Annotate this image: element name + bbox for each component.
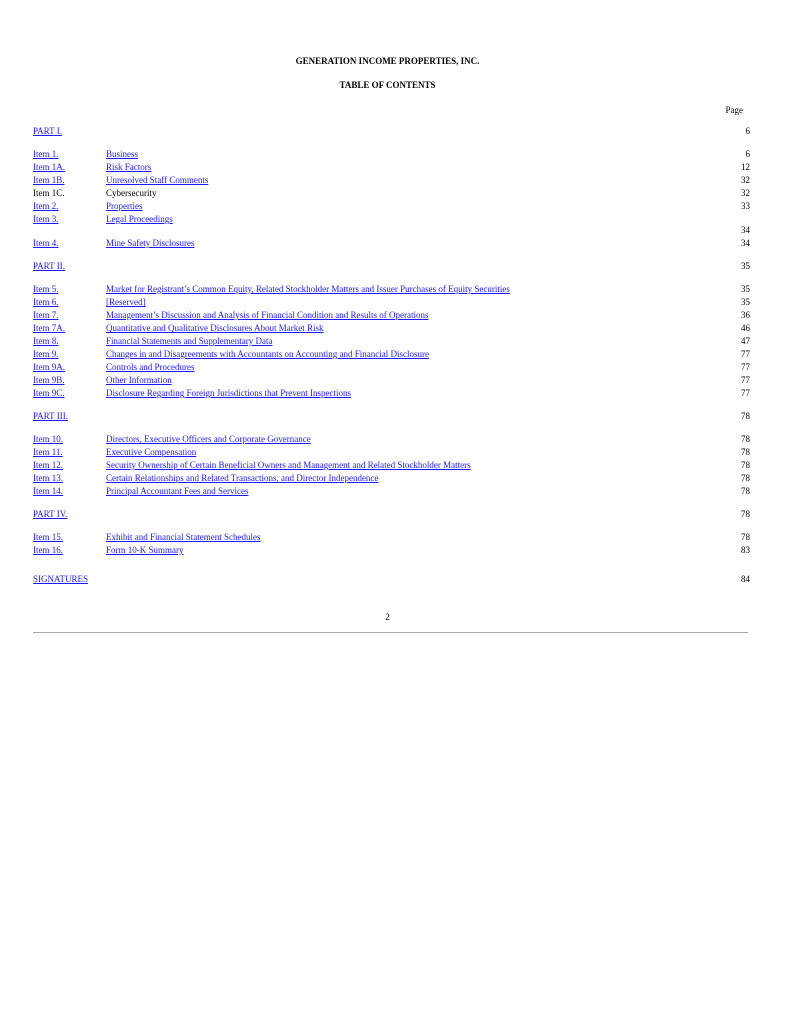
- page-number: 78: [741, 486, 750, 496]
- part-row: [33, 126, 750, 137]
- item-15-link[interactable]: Item 15.: [33, 532, 63, 542]
- page-number: 78: [741, 434, 750, 444]
- toc-row: [33, 362, 750, 373]
- part-row: [33, 411, 750, 422]
- item-1c-label: Item 1C.: [33, 188, 65, 198]
- item-3-link[interactable]: Item 3.: [33, 214, 59, 224]
- financial-statements-link[interactable]: Financial Statements and Supplementary Data: [106, 336, 273, 346]
- toc-row: [33, 486, 750, 497]
- page-column-header: Page: [725, 105, 743, 115]
- cybersecurity-label: Cybersecurity: [106, 188, 157, 198]
- page-number: 84: [741, 574, 750, 584]
- toc-row: [33, 460, 750, 471]
- page-number: 78: [741, 447, 750, 457]
- item-1a-link[interactable]: Item 1A.: [33, 162, 65, 172]
- toc-row: [33, 284, 750, 295]
- page-number: 78: [741, 509, 750, 519]
- page-number: 6: [745, 149, 750, 159]
- page-number: 6: [745, 126, 750, 136]
- toc-row: [33, 545, 750, 556]
- page-number: 83: [741, 545, 750, 555]
- properties-link[interactable]: Properties: [106, 201, 143, 211]
- controls-procedures-link[interactable]: Controls and Procedures: [106, 362, 195, 372]
- page-number: 77: [741, 375, 750, 385]
- market-for-equity-link[interactable]: Market for Registrant’s Common Equity, Related Stockholder Matters and Issuer Purchases of Equity Securities: [106, 284, 510, 294]
- page-number: 35: [741, 261, 750, 271]
- toc-row: [33, 188, 750, 199]
- legal-proceedings-link[interactable]: Legal Proceedings: [106, 214, 173, 224]
- item-1-link[interactable]: Item 1.: [33, 149, 59, 159]
- page-number: 35: [741, 284, 750, 294]
- toc-title: TABLE OF CONTENTS: [339, 80, 436, 90]
- part-iv-link[interactable]: PART IV.: [33, 509, 68, 519]
- part-iii-link[interactable]: PART III.: [33, 411, 68, 421]
- toc-row: [33, 214, 750, 225]
- mdna-link[interactable]: Management’s Discussion and Analysis of Financial Condition and Results of Operations: [106, 310, 429, 320]
- toc-row: [33, 323, 750, 334]
- toc-row: [33, 532, 750, 543]
- item-14-link[interactable]: Item 14.: [33, 486, 63, 496]
- reserved-link[interactable]: [Reserved]: [106, 297, 146, 307]
- foreign-jurisdictions-link[interactable]: Disclosure Regarding Foreign Jurisdictions that Prevent Inspections: [106, 388, 351, 398]
- item-13-link[interactable]: Item 13.: [33, 473, 63, 483]
- changes-disagreements-link[interactable]: Changes in and Disagreements with Accountants on Accounting and Financial Disclosure: [106, 349, 429, 359]
- item-12-link[interactable]: Item 12.: [33, 460, 63, 470]
- item-9-link[interactable]: Item 9.: [33, 349, 59, 359]
- page-number: 77: [741, 349, 750, 359]
- item-9c-link[interactable]: Item 9C.: [33, 388, 65, 398]
- toc-row: [33, 175, 750, 186]
- item-6-link[interactable]: Item 6.: [33, 297, 59, 307]
- page-number: 78: [741, 411, 750, 421]
- signatures-row: [33, 574, 750, 585]
- page-number: 47: [741, 336, 750, 346]
- item-9b-link[interactable]: Item 9B.: [33, 375, 65, 385]
- business-link[interactable]: Business: [106, 149, 139, 159]
- page-number: 12: [741, 162, 750, 172]
- security-ownership-link[interactable]: Security Ownership of Certain Beneficial Owners and Management and Related Stockholder Matters: [106, 460, 471, 470]
- page-number: 34: [741, 238, 750, 248]
- executive-compensation-link[interactable]: Executive Compensation: [106, 447, 197, 457]
- page-number: 35: [741, 297, 750, 307]
- toc-row: [33, 149, 750, 160]
- part-ii-link[interactable]: PART II.: [33, 261, 65, 271]
- part-row: [33, 509, 750, 520]
- risk-factors-link[interactable]: Risk Factors: [106, 162, 152, 172]
- page-number: 77: [741, 388, 750, 398]
- toc-row: [33, 201, 750, 212]
- accountant-fees-link[interactable]: Principal Accountant Fees and Services: [106, 486, 249, 496]
- item-5-link[interactable]: Item 5.: [33, 284, 59, 294]
- item-9a-link[interactable]: Item 9A.: [33, 362, 65, 372]
- mine-safety-link[interactable]: Mine Safety Disclosures: [106, 238, 195, 248]
- unresolved-staff-comments-link[interactable]: Unresolved Staff Comments: [106, 175, 209, 185]
- toc-row: [33, 336, 750, 347]
- page-number: 32: [741, 188, 750, 198]
- item-8-link[interactable]: Item 8.: [33, 336, 59, 346]
- exhibit-schedules-link[interactable]: Exhibit and Financial Statement Schedules: [106, 532, 261, 542]
- toc-row: [33, 310, 750, 321]
- page-divider: [33, 632, 748, 633]
- relationships-link[interactable]: Certain Relationships and Related Transactions, and Director Independence: [106, 473, 379, 483]
- item-2-link[interactable]: Item 2.: [33, 201, 59, 211]
- toc-row: [33, 434, 750, 445]
- page-number: 46: [741, 323, 750, 333]
- signatures-link[interactable]: SIGNATURES: [33, 574, 89, 584]
- form-10k-summary-link[interactable]: Form 10-K Summary: [106, 545, 184, 555]
- page-number: 77: [741, 362, 750, 372]
- page-number: 34: [741, 225, 750, 235]
- item-4-link[interactable]: Item 4.: [33, 238, 59, 248]
- page-number: 78: [741, 473, 750, 483]
- company-name: GENERATION INCOME PROPERTIES, INC.: [295, 56, 480, 66]
- directors-officers-link[interactable]: Directors, Executive Officers and Corporate Governance: [106, 434, 311, 444]
- part-i-link[interactable]: PART I.: [33, 126, 62, 136]
- toc-row: [33, 447, 750, 458]
- toc-row: [33, 388, 750, 399]
- toc-row: [33, 473, 750, 484]
- part-row: [33, 261, 750, 272]
- toc-row: [33, 162, 750, 173]
- toc-row: [33, 238, 750, 249]
- item-7a-link[interactable]: Item 7A.: [33, 323, 65, 333]
- item-1b-link[interactable]: Item 1B.: [33, 175, 65, 185]
- toc-row: [33, 225, 750, 236]
- market-risk-link[interactable]: Quantitative and Qualitative Disclosures About Market Risk: [106, 323, 324, 333]
- item-11-link[interactable]: Item 11.: [33, 447, 63, 457]
- toc-row: [33, 349, 750, 360]
- toc-row: [33, 297, 750, 308]
- footer-page-number: 2: [385, 612, 390, 622]
- item-10-link[interactable]: Item 10.: [33, 434, 63, 444]
- page-number: 33: [741, 201, 750, 211]
- page-number: 78: [741, 532, 750, 542]
- toc-row: [33, 375, 750, 386]
- page-number: 78: [741, 460, 750, 470]
- item-7-link[interactable]: Item 7.: [33, 310, 59, 320]
- page-number: 32: [741, 175, 750, 185]
- other-information-link[interactable]: Other Information: [106, 375, 172, 385]
- page-number: 36: [741, 310, 750, 320]
- item-16-link[interactable]: Item 16.: [33, 545, 63, 555]
